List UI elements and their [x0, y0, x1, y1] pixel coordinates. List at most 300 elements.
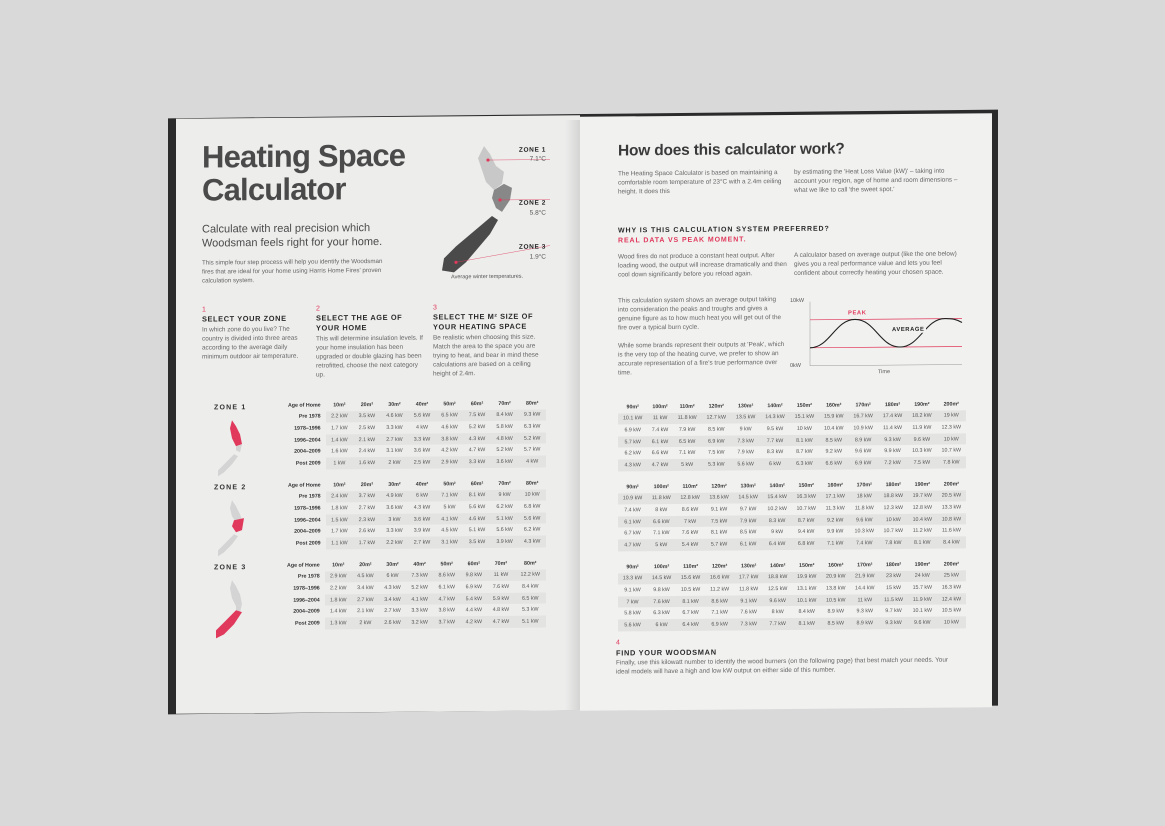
table-cell: 18.8 kW [879, 491, 908, 503]
table-cell: 9 kW [739, 426, 752, 433]
heat-curve [810, 318, 962, 347]
table-cell: 8 kW [655, 507, 668, 514]
table-cell: 4.8 kW [492, 607, 510, 614]
map-zone2-temp: 5.8°C [529, 209, 546, 217]
table-header-cell: 160m² [828, 562, 844, 569]
table-cell: 6 kW [379, 570, 406, 582]
why-subheading: REAL DATA VS PEAK MOMENT. [618, 236, 747, 245]
table-cell: 7.7 kW [763, 618, 792, 630]
table-cell: 5.6 kW [618, 619, 647, 631]
table-cell: 6.8 kW [523, 503, 541, 510]
table-cell: 6 kW [647, 619, 676, 631]
table-header-cell: 90m² [626, 404, 639, 411]
table-cell: 4.6 kW [441, 424, 458, 431]
table-cell: 9.9 kW [826, 528, 844, 535]
table-cell: 5.1 kW [491, 513, 519, 525]
table-header-cell: 160m² [827, 482, 843, 489]
table-cell: 8.3 kW [763, 515, 792, 527]
intro-text: This simple four step process will help you identify the Woodsman fires that are ideal for your home using Harris Home Fires' proven calculation system. [202, 257, 383, 285]
table-cell: 5 kW [673, 459, 702, 471]
table-cell: 8.6 kW [705, 595, 734, 607]
table-header-cell: 110m² [682, 483, 698, 490]
table-cell: 2.2 kW [326, 411, 354, 423]
table-header-cell: 80m² [525, 480, 539, 487]
table-row [268, 456, 546, 470]
peak-average-chart-svg [790, 296, 965, 378]
table-cell: 7.1 kW [821, 537, 850, 549]
table-cell: 10 kW [937, 433, 966, 445]
table-cell: 16.7 kW [848, 411, 877, 423]
map-caption: Average winter temperatures. [451, 273, 524, 281]
table-cell: 3.1 kW [386, 447, 403, 455]
paragraph-1: Wood fires do not produce a constant heat output. After loading wood, the output will increase dramatically and then cool down significantly before you reload again. [618, 252, 787, 279]
table-header-cell: 10m² [332, 562, 345, 569]
table-cell: 1 kW [326, 457, 354, 469]
table-cell: 10 kW [796, 425, 812, 432]
table-row [618, 536, 966, 551]
table-cell: 6.3 kW [653, 610, 670, 617]
table-header-cell: 180m² [885, 561, 902, 568]
row-label: Pre 1978 [297, 573, 320, 581]
intro-col-1: The Heating Space Calculator is based on maintaining a comfortable room temperature of 23°C with a 2.4m ceiling height. It does this [618, 169, 782, 196]
table-cell: 7.7 kW [760, 435, 789, 447]
table-cell: 5.6 kW [518, 512, 546, 524]
table-cell: 14.5 kW [734, 492, 763, 504]
zone-2-large-table [618, 478, 966, 551]
map-zone1-temp: 7.1°C [529, 155, 546, 163]
table-cell: 12.7 kW [702, 412, 731, 424]
zone-3-label: ZONE 3 [214, 564, 247, 572]
table-header-cell: 30m² [388, 401, 401, 408]
table-header-cell: 20m² [359, 561, 372, 568]
table-cell: 15 kW [886, 584, 902, 592]
table-cell: 2.1 kW [357, 608, 374, 615]
table-cell: 4.7 kW [468, 447, 486, 454]
table-cell: 23 kW [879, 571, 908, 583]
table-cell: 7.6 kW [647, 596, 676, 608]
table-cell: 6 kW [760, 458, 789, 470]
chart-y-bottom: 0kW [790, 362, 801, 369]
step-title: SELECT THE AGE OF YOUR HOME [316, 312, 403, 333]
table-cell: 3.9 kW [491, 536, 519, 548]
table-cell: 7.9 kW [678, 426, 696, 433]
table-cell: 3.3 kW [408, 433, 436, 445]
table-cell: 13.6 kW [705, 492, 734, 504]
paragraph-2: This calculation system shows an average output taking into consideration the peaks and troughs and gives a genuine figure as to how much heat you will get out of the fire over a typical burn cycle. [618, 296, 782, 332]
table-cell: 12.3 kW [883, 504, 903, 512]
table-cell: 6.4 kW [763, 538, 792, 550]
table-cell: 4.2 kW [460, 616, 487, 628]
table-header-cell: 100m² [653, 563, 670, 570]
table-cell: 3.6 kW [413, 447, 431, 454]
table-cell: 11.2 kW [710, 586, 730, 593]
zone-2-label: ZONE 2 [214, 484, 247, 492]
table-cell: 9.4 kW [797, 528, 815, 536]
row-label: Post 2009 [295, 460, 321, 467]
table-cell: 9.5 kW [766, 426, 784, 433]
row-label: 2004–2009 [294, 448, 321, 455]
table-cell: 6.2 kW [496, 503, 513, 510]
zone-3-table [268, 558, 546, 630]
table-cell: 6.5 kW [436, 410, 464, 422]
trough-line [810, 346, 962, 347]
table-cell: 4.8 kW [491, 433, 519, 445]
table-cell: 6.6 kW [647, 516, 676, 528]
table-header-cell: 170m² [857, 562, 873, 569]
table-cell: 3.2 kW [406, 616, 433, 628]
table-cell: 11.4 kW [882, 424, 902, 432]
table-cell: 12.8 kW [912, 504, 933, 511]
table-row [618, 456, 966, 471]
table-cell: 9.7 kW [885, 608, 902, 615]
table-cell: 8.5 kW [707, 426, 725, 433]
page-title [202, 138, 462, 206]
step-4-title: FIND YOUR WOODSMAN [616, 647, 717, 658]
table-cell: 8.1 kW [792, 618, 821, 630]
table-cell: 8.1 kW [710, 529, 728, 536]
table-cell: 5.2 kW [518, 432, 546, 444]
table-cell: 2.9 kW [325, 571, 352, 583]
table-cell: 5.4 kW [460, 593, 487, 605]
table-cell: 2.2 kW [381, 537, 409, 549]
table-cell: 8.6 kW [681, 506, 699, 513]
section-title: How does this calculator work? [618, 140, 845, 160]
table-cell: 12.8 kW [676, 492, 705, 504]
table-header-cell: 150m² [798, 482, 814, 489]
table-cell: 13.5 kW [731, 412, 760, 424]
table-cell: 6 kW [408, 490, 436, 502]
table-cell: 2.5 kW [358, 425, 376, 432]
table-cell: 4.1 kW [436, 513, 464, 525]
table-cell: 10.8 kW [937, 513, 966, 525]
table-cell: 10.9 kW [853, 425, 873, 432]
table-cell: 3.3 kW [386, 424, 403, 431]
table-cell: 7.3 kW [734, 618, 763, 630]
row-label: 1996–2004 [294, 517, 321, 524]
table-cell: 19.9 kW [792, 571, 821, 583]
table-header-cell: 10m² [333, 402, 346, 409]
table-cell: 4.5 kW [441, 527, 458, 534]
table-cell: 4.7 kW [647, 459, 672, 471]
table-cell: 10 kW [518, 489, 546, 501]
table-cell: 18.2 kW [907, 410, 936, 422]
table-header-cell: 190m² [914, 401, 930, 408]
table-cell: 17.7 kW [734, 572, 763, 584]
table-cell: 2.7 kW [384, 607, 401, 615]
table-cell: 10.7 kW [883, 528, 903, 535]
table-header-cell: 50m² [443, 481, 456, 488]
table-cell: 16.3 kW [941, 584, 962, 591]
table-cell: 4.2 kW [441, 447, 458, 454]
chart-y-top: 10kW [790, 297, 805, 304]
table-cell: 1.7 kW [331, 528, 348, 535]
table-cell: 11.8 kW [854, 505, 874, 512]
table-cell: 8.1 kW [908, 537, 937, 549]
step-number: 2 [316, 305, 320, 313]
table-cell: 8.9 kW [850, 617, 879, 629]
table-cell: 3.6 kW [491, 456, 519, 468]
table-cell: 19 kW [937, 410, 966, 422]
table-cell: 7.3 kW [406, 570, 433, 582]
table-cell: 4.3 kW [463, 433, 491, 445]
table-cell: 8.9 kW [848, 434, 877, 446]
table-header-cell: 100m² [653, 483, 669, 490]
table-cell: 5.4 kW [676, 539, 705, 551]
table-cell: 4.1 kW [406, 593, 433, 605]
table-header-cell: 40m² [415, 481, 429, 488]
table-header-cell: 50m² [443, 401, 456, 408]
table-cell: 11.5 kW [879, 594, 908, 606]
table-header-cell: 120m² [711, 483, 727, 490]
table-cell: 1.7 kW [353, 537, 381, 549]
table-cell: 5.8 kW [624, 610, 641, 617]
table-header-cell: 120m² [708, 403, 724, 410]
table-header-cell: 40m² [413, 561, 426, 568]
table-cell: 16.3 kW [792, 491, 821, 503]
table-header-cell: Age of Home [287, 482, 321, 489]
step-1 [202, 305, 310, 362]
step-number: 3 [433, 304, 437, 312]
table-cell: 3 kW [381, 514, 409, 526]
table-cell: 5.2 kW [411, 584, 428, 591]
right-page [580, 113, 992, 711]
table-header-cell: 110m² [683, 563, 699, 570]
table-cell: 3.5 kW [463, 536, 491, 548]
table-cell: 6.7 kW [624, 530, 641, 537]
table-cell: 8.1 kW [790, 434, 819, 446]
table-cell: 8.4 kW [522, 583, 539, 590]
table-header-cell: 130m² [740, 483, 756, 490]
table-cell: 6.9 kW [705, 618, 734, 630]
table-cell: 7.5 kW [705, 515, 734, 527]
table-row [268, 536, 546, 550]
table-cell: 16.6 kW [705, 572, 734, 584]
table-cell: 10.3 kW [854, 528, 874, 535]
table-header-cell: 200m² [943, 561, 960, 568]
table-cell: 6.1 kW [438, 584, 455, 591]
table-cell: 7.8 kW [937, 456, 966, 468]
table-cell: 5.1 kW [468, 527, 486, 534]
table-cell: 2 kW [352, 617, 379, 629]
table-cell: 3.7 kW [433, 616, 460, 628]
table-cell: 8.6 kW [433, 570, 460, 582]
row-label: 1996–2004 [293, 597, 320, 604]
table-cell: 17.4 kW [878, 411, 907, 423]
table-cell: 9.3 kW [856, 608, 873, 615]
table-cell: 3.3 kW [463, 456, 491, 468]
zone-1-map-icon [212, 418, 254, 480]
step-title: SELECT YOUR ZONE [202, 313, 287, 324]
table-cell: 6.2 kW [624, 450, 641, 457]
title-line-1: Heating Space [202, 137, 406, 175]
table-cell: 6.9 kW [702, 435, 731, 447]
step-text: Be realistic when choosing this size. Match the area to the space you are trying to heat, and bear in mind these calculations are based on a ceiling height of 2.4m. [433, 333, 539, 378]
table-cell: 3.9 kW [413, 527, 431, 534]
table-cell: 4.3 kW [384, 584, 401, 591]
table-cell: 14.3 kW [760, 412, 789, 424]
table-cell: 2.3 kW [353, 514, 381, 526]
table-cell: 7.4 kW [624, 507, 641, 514]
map-zone1-label: ZONE 1 [518, 146, 546, 154]
table-cell: 9.2 kW [825, 448, 842, 455]
table-cell: 19.7 kW [908, 490, 937, 502]
table-cell: 8.7 kW [796, 448, 813, 456]
table-cell: 9.1 kW [624, 587, 641, 594]
row-label: 2004–2009 [293, 608, 320, 615]
table-cell: 10.5 kW [941, 607, 962, 614]
table-cell: 5.7 kW [523, 446, 541, 453]
map-zone3-temp: 1.9°C [529, 253, 546, 261]
table-cell: 10.1 kW [792, 594, 821, 606]
table-cell: 5 kW [443, 504, 456, 511]
table-cell: 9 kW [771, 529, 784, 536]
table-cell: 5.8 kW [496, 423, 513, 430]
table-cell: 2.7 kW [352, 594, 379, 606]
table-cell: 11 kW [850, 594, 879, 606]
table-cell: 3.7 kW [353, 491, 381, 503]
map-zone2-label: ZONE 2 [518, 199, 546, 207]
table-cell: 1.4 kW [330, 608, 347, 615]
table-cell: 18.8 kW [763, 572, 792, 584]
step-number: 1 [202, 306, 206, 314]
step-title: SELECT THE M² SIZE OF YOUR HEATING SPACE [433, 311, 534, 332]
table-cell: 11.2 kW [912, 527, 932, 535]
table-cell: 1.6 kW [331, 448, 348, 455]
table-header-cell: 80m² [525, 400, 539, 407]
table-header-cell: 20m² [360, 401, 374, 408]
table-cell: 4.7 kW [618, 539, 647, 551]
table-cell: 11.6 kW [941, 527, 961, 534]
table-cell: 8.5 kW [821, 617, 850, 629]
table-cell: 12.4 kW [937, 593, 966, 605]
table-cell: 10 kW [937, 616, 966, 628]
table-cell: 9.8 kW [460, 570, 487, 582]
table-cell: 4.3 kW [618, 459, 647, 471]
table-cell: 3.4 kW [379, 594, 406, 606]
table-cell: 11.8 kW [647, 493, 676, 505]
table-cell: 13.3 kW [941, 504, 962, 511]
table-cell: 5.7 kW [705, 538, 734, 550]
zone-1-label: ZONE 1 [214, 404, 247, 412]
table-cell: 7.1 kW [678, 449, 696, 457]
table-cell: 11.8 kW [673, 412, 702, 424]
table-cell: 9.2 kW [821, 514, 850, 526]
table-cell: 15.9 kW [819, 411, 848, 423]
table-header-cell: 180m² [884, 401, 901, 408]
table-cell: 9.6 kW [907, 433, 936, 445]
row-label: 1978–1996 [294, 425, 321, 432]
table-cell: 7.6 kW [681, 529, 699, 537]
step-text: This will determine insulation levels. If your home insulation has been upgraded or double glazing has been retrofitted, choose the next category up. [316, 334, 423, 379]
table-cell: 9.6 kW [854, 448, 872, 455]
table-cell: 6.7 kW [682, 609, 699, 617]
table-cell: 1.4 kW [326, 434, 354, 446]
zone-3-map-icon [212, 578, 254, 640]
table-cell: 4.6 kW [463, 513, 491, 525]
table-cell: 2.1 kW [353, 434, 381, 446]
table-cell: 9.8 kW [653, 586, 670, 594]
zone-2-map-icon [212, 498, 254, 560]
table-cell: 7.4 kW [651, 427, 669, 434]
zone-3-large-table [618, 558, 966, 631]
table-header-cell: 30m² [386, 561, 399, 568]
table-cell: 9.9 kW [884, 448, 901, 455]
table-cell: 7.1 kW [653, 530, 670, 537]
table-cell: 9.3 kW [879, 617, 908, 629]
table-cell: 6.4 kW [676, 619, 705, 631]
table-cell: 11.9 kW [908, 593, 937, 605]
table-cell: 6.2 kW [523, 526, 541, 533]
step-2 [316, 304, 424, 380]
table-cell: 8 kW [771, 609, 784, 616]
row-label: 1996–2004 [294, 437, 321, 444]
table-cell: 1.1 kW [326, 537, 354, 549]
step-3 [433, 303, 545, 379]
table-cell: 15.6 kW [676, 572, 705, 584]
table-cell: 5.6 kW [468, 504, 486, 511]
table-header-cell: 140m² [769, 482, 785, 489]
table-cell: 15.4 kW [763, 492, 792, 504]
table-cell: 13.8 kW [826, 585, 846, 592]
table-cell: 7.8 kW [879, 537, 908, 549]
table-cell: 1.6 kW [353, 457, 381, 469]
map-zone3-label: ZONE 3 [518, 243, 546, 251]
table-cell: 5.6 kW [496, 526, 513, 534]
table-header-cell: 200m² [943, 481, 960, 488]
table-cell: 9.6 kW [908, 617, 937, 629]
table-cell: 7.1 kW [436, 490, 464, 502]
table-header-cell: 70m² [498, 480, 511, 487]
table-cell: 4.7 kW [433, 593, 460, 605]
table-header-cell: 80m² [524, 560, 537, 567]
zone-1-table [268, 398, 546, 470]
table-cell: 7.4 kW [850, 537, 879, 549]
step-4-text: Finally, use this kilowatt number to identify the wood burners (on the following page) that best match your needs. Your ideal models will have a high and low kW output on either side of this number. [616, 656, 949, 676]
table-cell: 10.4 kW [908, 513, 937, 525]
table-cell: 5.2 kW [468, 424, 486, 431]
table-cell: 10.7 kW [796, 505, 816, 512]
table-header-cell: 150m² [799, 562, 815, 569]
table-cell: 6.9 kW [624, 427, 641, 434]
table-cell: 24 kW [908, 570, 937, 582]
table-header-cell: 190m² [914, 561, 930, 568]
table-cell: 2.2 kW [330, 585, 347, 592]
table-header-cell: 110m² [679, 403, 695, 410]
peak-average-chart [790, 296, 965, 378]
row-label: 2004–2009 [294, 528, 321, 535]
table-cell: 9.6 kW [850, 514, 879, 526]
table-cell: 17.1 kW [821, 491, 850, 503]
table-header-cell: 60m² [467, 560, 480, 568]
table-header-cell: 60m² [470, 400, 484, 407]
table-cell: 8.1 kW [676, 595, 705, 607]
table-cell: 6.6 kW [651, 450, 669, 457]
table-cell: 5.9 kW [487, 593, 514, 605]
step-text: In which zone do you live? The country is divided into three areas according to the average daily minimum outdoor air temperature. [202, 325, 299, 361]
table-cell: 8.3 kW [766, 449, 784, 456]
table-cell: 20.5 kW [937, 490, 966, 502]
table-header-cell: 130m² [737, 403, 754, 410]
table-header-cell: 100m² [652, 403, 668, 410]
table-cell: 8.4 kW [937, 536, 966, 548]
table-cell: 10.5 kW [821, 594, 850, 606]
table-header-cell: Age of Home [287, 402, 321, 409]
table-cell: 3.1 kW [436, 536, 464, 548]
table-cell: 10.5 kW [680, 586, 701, 593]
table-cell: 8.7 kW [792, 514, 821, 526]
table-cell: 10 kW [879, 514, 908, 526]
table-cell: 11.3 kW [825, 505, 845, 512]
